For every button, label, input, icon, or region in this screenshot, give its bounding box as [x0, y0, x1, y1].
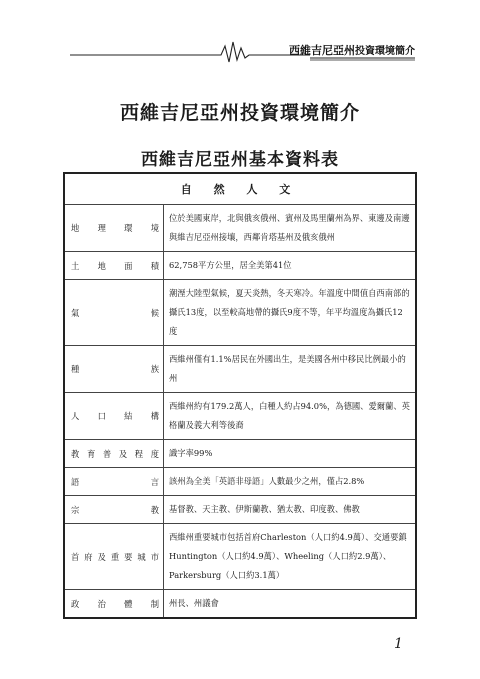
- page-title: 西維吉尼亞州投資環境簡介: [119, 102, 360, 124]
- row-value-geography: 位於美國東岸，北與俄亥俄州、賓州及馬里蘭州為界、東邊及南邊與維吉尼亞州接壤，西鄰肯塔基州及俄亥俄州: [164, 205, 417, 252]
- row-label-language: 語言: [64, 468, 164, 496]
- table-row: [64, 468, 416, 496]
- page-number: 1: [394, 636, 403, 652]
- row-label-religion: 宗教: [64, 496, 164, 524]
- table-row: [64, 590, 416, 619]
- table-row: [64, 440, 416, 468]
- running-header: [70, 38, 415, 64]
- table-row: [64, 280, 416, 346]
- row-value-language: 該州為全美「英語非母語」人數最少之州，僅占2.8%: [164, 468, 417, 496]
- table-section-row: [64, 173, 416, 205]
- row-value-climate: 潮溼大陸型氣候，夏天炎熱，冬天寒冷。年溫度中間值自西南部的攝氏13度，以至較高地帶的攝氏9度不等，年平均溫度為攝氏12度: [164, 280, 417, 346]
- header-label-suffix: 投資環境簡介: [355, 46, 415, 57]
- table-row: [64, 252, 416, 280]
- table-row: [64, 346, 416, 393]
- table-row: [64, 393, 416, 440]
- row-label-area: 土地面積: [64, 252, 164, 280]
- row-label-ethnicity: 種族: [64, 346, 164, 393]
- row-label-government: 政治體制: [64, 590, 164, 619]
- row-label-education: 教育普及程度: [64, 440, 164, 468]
- basic-info-table: [63, 172, 417, 619]
- row-value-education: 識字率99%: [164, 440, 417, 468]
- page-subtitle: 西維吉尼亞州基本資料表: [141, 150, 339, 170]
- section-header: 自 然 人 文: [64, 173, 416, 205]
- row-value-cities: 西維州重要城市包括首府Charleston（人口約4.9萬）、交通要鎮Huntington（人口約4.9萬）、Wheeling（人口約2.9萬）、Parkersburg（人口約3.1萬）: [164, 524, 417, 590]
- table-row: [64, 496, 416, 524]
- header-label-prefix: 西維吉尼亞州: [289, 44, 355, 57]
- row-value-ethnicity: 西維州僅有1.1%居民在外國出生，是美國各州中移民比例最小的州: [164, 346, 417, 393]
- row-label-cities: 首府及重要城市: [64, 524, 164, 590]
- table-row: [64, 205, 416, 252]
- row-value-area: 62,758平方公里，居全美第41位: [164, 252, 417, 280]
- row-value-government: 州長、州議會: [164, 590, 417, 619]
- row-value-religion: 基督教、天主教、伊斯蘭教、猶太教、印度教、佛教: [164, 496, 417, 524]
- row-label-geography: 地理環境: [64, 205, 164, 252]
- header-label: [289, 42, 415, 58]
- row-label-climate: 氣候: [64, 280, 164, 346]
- row-value-population: 西維州約有179.2萬人，白種人約占94.0%，為德國、愛爾蘭、英格蘭及義大利等後裔: [164, 393, 417, 440]
- table-row: [64, 524, 416, 590]
- row-label-population: 人口結構: [64, 393, 164, 440]
